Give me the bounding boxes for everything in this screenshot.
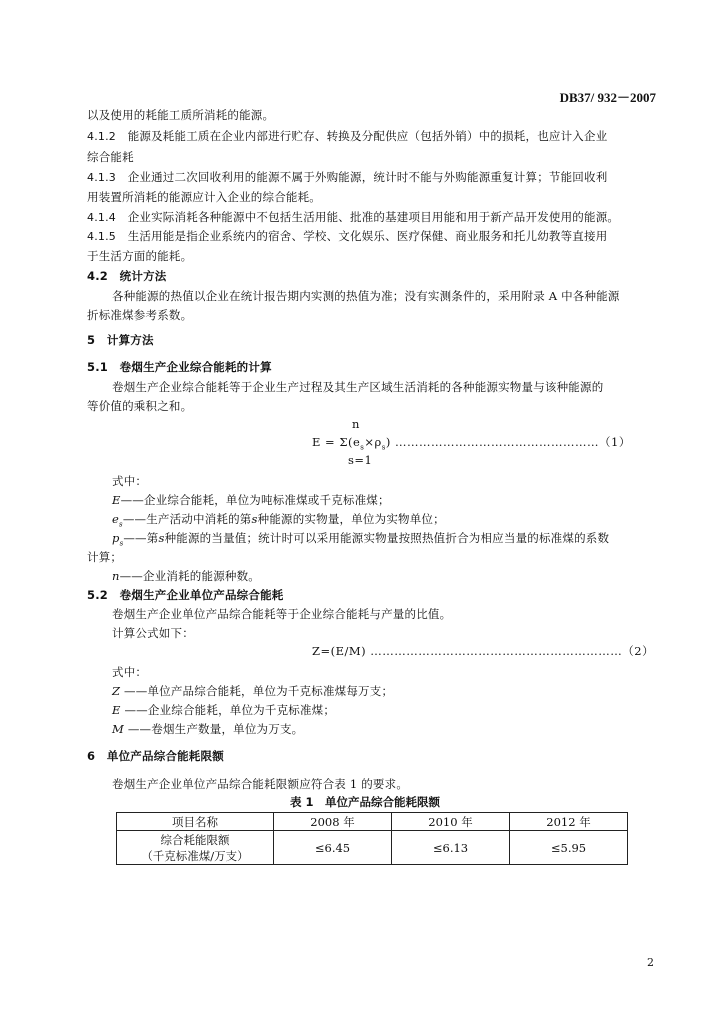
subscript: s	[360, 443, 365, 452]
symbol: n	[112, 569, 120, 583]
paragraph: 卷烟生产企业综合能耗等于企业生产过程及其生产区域生活消耗的各种能源实物量与该种能源的	[112, 380, 604, 394]
energy-limit-table	[116, 812, 628, 865]
clause-number: 4.1.4	[87, 211, 116, 224]
table-cell: ≤6.13	[392, 831, 510, 865]
definition-text: ——第	[123, 531, 159, 545]
table-header-row	[117, 813, 628, 831]
table-header-cell: 2008 年	[274, 813, 392, 831]
paragraph-cont: 折标准煤参考系数。	[87, 308, 193, 322]
symbol: s	[158, 531, 165, 545]
page-number: 2	[647, 956, 654, 969]
section-5-2-title: 5.2 卷烟生产企业单位产品综合能耗	[87, 588, 284, 602]
definition-text: 种能源的当量值；统计时可以采用能源实物量按照热值折合为相应当量的标准煤的系数	[164, 531, 610, 545]
subscript: s	[381, 443, 386, 452]
subscript: s	[119, 520, 123, 529]
definition-text: ——企业消耗的能源种数。	[119, 569, 261, 583]
formula-2: Z=(E/M) ………………………………………………………（2）	[312, 644, 655, 658]
paragraph: 卷烟生产企业单位产品综合能耗等于企业综合能耗与产量的比值。	[112, 607, 452, 621]
section-5-title: 5 计算方法	[87, 333, 154, 347]
symbol: s	[251, 512, 258, 526]
section-6-title: 6 单位产品综合能耗限额	[87, 749, 224, 763]
clause-4-1-5	[87, 227, 607, 246]
formula-1-upper-limit: n	[352, 417, 360, 431]
table-caption: 表 1 单位产品综合能耗限额	[290, 795, 441, 809]
document-code: DB37/ 932－2007	[559, 90, 656, 105]
definition-text: 种能源的实物量，单位为实物单位；	[257, 512, 445, 526]
definition-text: ——企业综合能耗，单位为吨标准煤或千克标准煤；	[120, 493, 390, 507]
clause-text-cont: 于生活方面的能耗。	[87, 249, 193, 263]
section-5-1-title: 5.1 卷烟生产企业综合能耗的计算	[87, 360, 272, 374]
subscript: s	[119, 539, 124, 548]
formula-1-end: )	[385, 435, 391, 449]
formula-1-main: E = Σ(e	[312, 435, 361, 449]
paragraph: 计算公式如下：	[112, 626, 194, 640]
symbol: e	[112, 512, 120, 526]
clause-4-1-2	[87, 127, 607, 146]
row-label-line: （千克标准煤/万支）	[141, 848, 249, 863]
where-label: 式中：	[112, 665, 148, 679]
paragraph: 卷烟生产企业单位产品综合能耗限额应符合表 1 的要求。	[112, 777, 409, 791]
symbol: E	[112, 703, 121, 717]
symbol: E	[112, 493, 121, 507]
clause-number: 4.1.3	[87, 171, 116, 184]
formula-1-mid: ×ρ	[364, 435, 382, 449]
table-row-label	[117, 831, 274, 865]
symbol: M	[112, 722, 124, 736]
definition-n	[112, 567, 260, 585]
definition-text-cont: 计算；	[87, 550, 123, 564]
definition-text: ——卷烟生产数量，单位为万支。	[123, 722, 304, 736]
clause-text: 生活用能是指企业系统内的宿舍、学校、文化娱乐、医疗保健、商业服务和托儿幼教等直接用	[127, 229, 608, 243]
formula-1	[312, 434, 631, 451]
clause-4-1-4	[87, 208, 619, 227]
definition-Z	[112, 682, 393, 700]
table-cell: ≤5.95	[510, 831, 628, 865]
definition-text: ——生产活动中消耗的第	[122, 512, 252, 526]
where-label: 式中：	[112, 474, 148, 488]
table-header-cell: 2012 年	[510, 813, 628, 831]
definition-E	[112, 701, 335, 719]
definition-E	[112, 491, 390, 509]
formula-1-lower-limit: s=1	[348, 453, 373, 467]
symbol: Z	[112, 684, 121, 698]
clause-text: 企业实际消耗各种能源中不包括生活用能、批准的基建项目用能和用于新产品开发使用的能源。	[127, 210, 620, 224]
table-row	[117, 831, 628, 865]
definition-ps	[112, 529, 609, 552]
clause-text-cont: 综合能耗	[87, 150, 134, 164]
formula-1-leader: ……………………………………………（1）	[395, 435, 631, 449]
symbol: p	[112, 531, 120, 545]
clause-text: 企业通过二次回收利用的能源不属于外购能源，统计时不能与外购能源重复计算；节能回收利	[127, 170, 608, 184]
clause-number: 4.1.2	[87, 130, 116, 143]
paragraph: 各种能源的热值以企业在统计报告期内实测的热值为准；没有实测条件的，采用附录 A 中各种能源	[112, 289, 620, 303]
table-header-cell: 2010 年	[392, 813, 510, 831]
section-4-2-title: 4.2 统计方法	[87, 269, 167, 283]
table-header-cell: 项目名称	[117, 813, 274, 831]
clause-4-1-3	[87, 168, 607, 187]
definition-text: ——企业综合能耗，单位为千克标准煤；	[120, 703, 336, 717]
clause-text: 能源及耗能工质在企业内部进行贮存、转换及分配供应（包括外销）中的损耗，也应计入企业	[127, 129, 608, 143]
clause-number: 4.1.5	[87, 230, 116, 243]
row-label-line: 综合耗能限额	[160, 832, 230, 847]
paragraph-cont: 等价值的乘积之和。	[87, 399, 193, 413]
definition-M	[112, 720, 303, 738]
definition-text: ——单位产品综合能耗，单位为千克标准煤每万支；	[120, 684, 394, 698]
paragraph: 以及使用的耗能工质所消耗的能源。	[87, 108, 275, 122]
clause-text-cont: 用装置所消耗的能源应计入企业的综合能耗。	[87, 190, 321, 204]
table-cell: ≤6.45	[274, 831, 392, 865]
